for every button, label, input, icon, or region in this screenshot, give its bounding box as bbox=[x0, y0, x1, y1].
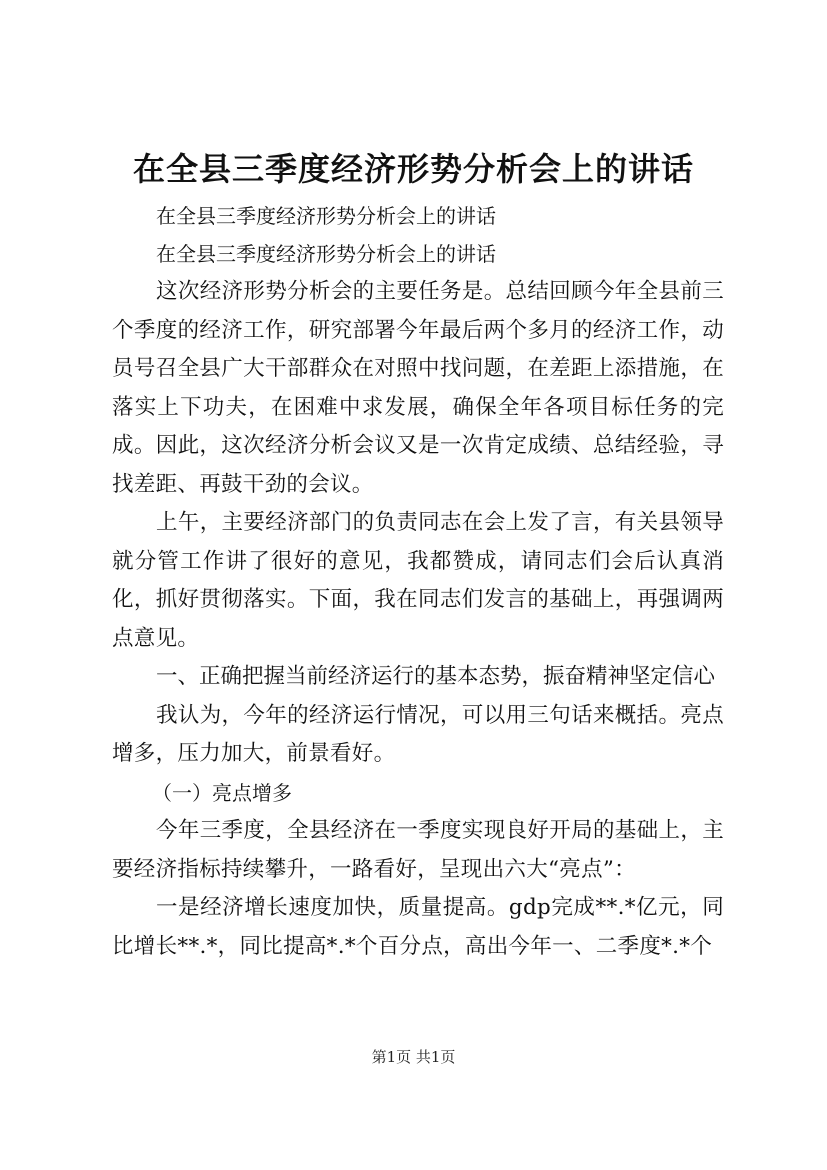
subtitle-line: 在全县三季度经济形势分析会上的讲话 bbox=[156, 204, 496, 228]
body-paragraph: 今年三季度，全县经济在一季度实现良好开局的基础上，主要经济指标持续攀升，一路看好，呈现出六大“亮点”： bbox=[112, 818, 724, 882]
body-paragraph: 我认为，今年的经济运行情况，可以用三句话来概括。亮点增多，压力加大，前景看好。 bbox=[112, 702, 724, 766]
subtitle-line: 在全县三季度经济形势分析会上的讲话 bbox=[156, 242, 496, 266]
document-body bbox=[112, 197, 724, 966]
body-paragraph: 一是经济增长速度加快，质量提高。gdp完成**.*亿元，同比增长**.*，同比提高*.*个百分点，高出今年一、二季度*.*个 bbox=[112, 895, 724, 959]
body-paragraph: 这次经济形势分析会的主要任务是。总结回顾今年全县前三个季度的经济工作，研究部署今年最后两个多月的经济工作，动员号召全县广大干部群众在对照中找问题，在差距上添措施，在落实上下功夫，在困难中求发展，确保全年各项目标任务的完成。因此，这次经济分析会议又是一次肯定成绩、总结经验，寻找差距、再鼓干劲的会议。 bbox=[112, 279, 724, 497]
page-footer: 第1页 共1页 bbox=[371, 1048, 456, 1066]
subsection-heading: （一）亮点增多 bbox=[152, 780, 292, 805]
body-paragraph: 上午，主要经济部门的负责同志在会上发了言，有关县领导就分管工作讲了很好的意见，我都赞成，请同志们会后认真消化，抓好贯彻落实。下面，我在同志们发言的基础上，再强调两点意见。 bbox=[112, 510, 724, 651]
document-title: 在全县三季度经济形势分析会上的讲话 bbox=[132, 150, 694, 188]
section-heading: 一、正确把握当前经济运行的基本态势，振奋精神坚定信心 bbox=[156, 664, 716, 689]
